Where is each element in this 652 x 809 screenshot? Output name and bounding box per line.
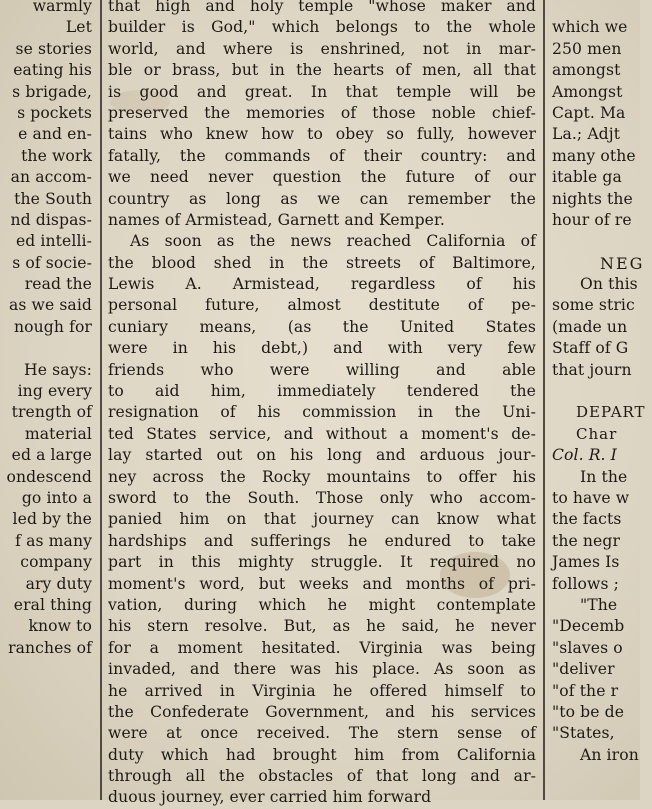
text-line: vation, during which he might contemplate bbox=[108, 595, 536, 614]
text-line: warmly bbox=[32, 0, 92, 15]
text-line: Let bbox=[65, 18, 92, 37]
text-line: 250 men bbox=[552, 39, 622, 58]
text-line: "slaves o bbox=[552, 638, 623, 657]
text-line: duty which had brought him from California bbox=[108, 745, 536, 764]
text-line: ted States service, and without a moment's de- bbox=[108, 424, 536, 443]
text-line: that journ bbox=[552, 360, 632, 379]
text-line: hour of re bbox=[552, 210, 632, 229]
text-line: material bbox=[24, 424, 92, 443]
text-line: know to bbox=[28, 617, 92, 636]
text-line: follows ; bbox=[552, 574, 619, 593]
text-line: "deliver bbox=[552, 660, 615, 679]
text-line: country as long as we can remember the bbox=[108, 189, 536, 208]
text-line: as we said bbox=[8, 296, 92, 315]
text-line: an accom- bbox=[10, 168, 92, 187]
text-line: preserved the memories of those noble chief- bbox=[108, 103, 536, 122]
text-line bbox=[552, 0, 652, 17]
left-column-fragment bbox=[0, 0, 96, 800]
text-line: the facts bbox=[552, 510, 622, 529]
text-line: to aid him, immediately tendered the bbox=[108, 382, 536, 401]
text-line: to have w bbox=[552, 488, 630, 507]
text-line: panied him on that journey can know what bbox=[108, 510, 536, 529]
text-line: many othe bbox=[552, 146, 636, 165]
text-line: were in his debt,) and with very few bbox=[108, 339, 536, 358]
text-line: invaded, and there was his place. As soon as bbox=[108, 660, 536, 679]
text-line: nd dispas- bbox=[10, 210, 92, 229]
text-line: lay started out on his long and arduous jour- bbox=[108, 446, 536, 465]
text-line: is good and great. In that temple will be bbox=[108, 82, 536, 101]
text-line: trength of bbox=[11, 403, 92, 422]
text-line: resignation of his commission in the Uni- bbox=[108, 403, 536, 422]
text-line bbox=[552, 231, 652, 252]
text-line: ing every bbox=[17, 382, 92, 401]
text-line: friends who were willing and able bbox=[108, 360, 536, 379]
text-line: for a moment hesitated. Virginia was being bbox=[108, 638, 536, 657]
text-line: names of Armistead, Garnett and Kemper. bbox=[108, 210, 445, 229]
text-line: ed intelli- bbox=[15, 232, 92, 251]
text-line: ary duty bbox=[25, 574, 92, 593]
text-line: his stern resolve. But, as he said, he never bbox=[108, 617, 536, 636]
text-line: f as many bbox=[15, 531, 92, 550]
text-line: the South bbox=[14, 189, 92, 208]
text-line: "Decemb bbox=[552, 617, 625, 636]
text-line: company bbox=[20, 553, 92, 572]
text-line: through all the obstacles of that long and ar- bbox=[108, 767, 536, 786]
text-line: go into a bbox=[21, 488, 92, 507]
text-line: James Is bbox=[552, 553, 620, 572]
text-line: the blood shed in the streets of Baltimore, bbox=[108, 253, 536, 272]
text-line: s pockets bbox=[17, 103, 92, 122]
text-line: Lewis A. Armistead, regardless of his bbox=[108, 275, 536, 294]
text-line: the negr bbox=[552, 531, 621, 550]
text-line: e and en- bbox=[18, 125, 92, 144]
text-line bbox=[0, 338, 96, 359]
text-line: As soon as the news reached California of bbox=[130, 232, 536, 251]
text-line: amongst bbox=[552, 61, 621, 80]
text-line: (made un bbox=[552, 317, 628, 336]
text-line: ranches of bbox=[8, 638, 92, 657]
text-line: s brigade, bbox=[12, 82, 92, 101]
text-line bbox=[552, 381, 652, 402]
text-line: fatally, the commands of their country: and bbox=[108, 146, 536, 165]
text-line: ed a large bbox=[11, 446, 92, 465]
text-line: read the bbox=[24, 275, 92, 294]
text-line: An iron bbox=[580, 745, 639, 764]
text-line: we need never question the future of our bbox=[108, 168, 536, 187]
text-line: cuniary means, (as the United States bbox=[108, 317, 536, 336]
text-line: some stric bbox=[552, 296, 635, 315]
text-line: he arrived in Virginia he offered himself to bbox=[108, 681, 536, 700]
text-line: La.; Adjt bbox=[552, 125, 621, 144]
text-line: the Confederate Government, and his services bbox=[108, 702, 536, 721]
text-line: itable ga bbox=[552, 168, 622, 187]
text-line: NEG bbox=[600, 253, 645, 273]
text-line: Staff of G bbox=[552, 339, 629, 358]
text-line: "to be de bbox=[552, 702, 625, 721]
text-line: sword to the South. Those only who accom- bbox=[108, 488, 536, 507]
text-line: eating his bbox=[13, 61, 92, 80]
text-line: On this bbox=[580, 275, 638, 294]
text-line: led by the bbox=[12, 510, 92, 529]
text-line: which we bbox=[552, 18, 628, 37]
text-line: "The bbox=[580, 595, 618, 614]
text-line: ondescend bbox=[6, 467, 92, 486]
text-line: Capt. Ma bbox=[552, 103, 626, 122]
text-line: Col. R. I bbox=[552, 446, 617, 465]
text-line: world, and where is enshrined, not in mar- bbox=[108, 39, 536, 58]
text-line: DEPART bbox=[576, 403, 646, 422]
text-line: "of the r bbox=[552, 681, 619, 700]
column-rule bbox=[543, 0, 545, 800]
column-rule bbox=[100, 0, 102, 800]
text-line: nights the bbox=[552, 189, 633, 208]
text-line: In the bbox=[580, 467, 628, 486]
text-line: ble or brass, but in the hearts of men, all that bbox=[108, 61, 536, 80]
text-line: part in this mighty struggle. It required no bbox=[108, 553, 536, 572]
text-line: ney across the Rocky mountains to offer his bbox=[108, 467, 536, 486]
right-column-fragment bbox=[552, 0, 652, 800]
text-line: the work bbox=[21, 146, 92, 165]
text-line: eral thing bbox=[13, 595, 92, 614]
text-line: personal future, almost destitute of pe- bbox=[108, 296, 536, 315]
text-line: that high and holy temple "whose maker and bbox=[108, 0, 536, 15]
text-line: tains who knew how to obey so fully, however bbox=[108, 125, 536, 144]
text-line: Amongst bbox=[552, 82, 623, 101]
text-line: "States, bbox=[552, 724, 615, 743]
text-line: hardships and sufferings he endured to take bbox=[108, 531, 536, 550]
text-line: moment's word, but weeks and months of pri- bbox=[108, 574, 536, 593]
text-line: s of socie- bbox=[12, 253, 92, 272]
text-line: were at once received. The stern sense of bbox=[108, 724, 536, 743]
text-line: builder is God," which belongs to the whole bbox=[108, 18, 536, 37]
text-line: Char bbox=[576, 424, 618, 443]
text-line: duous journey, ever carried him forward bbox=[108, 788, 432, 807]
text-line: nough for bbox=[14, 317, 92, 336]
text-line: He says: bbox=[24, 360, 92, 379]
main-article-column bbox=[108, 0, 536, 807]
text-line: se stories bbox=[15, 39, 92, 58]
